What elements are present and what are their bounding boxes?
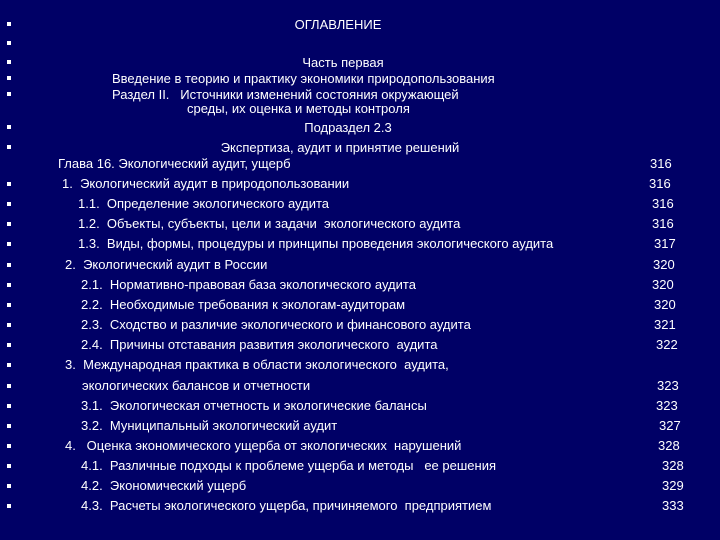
- toc-entry-page: 323: [657, 377, 679, 393]
- toc-entry-page: 320: [652, 276, 674, 292]
- toc-entry-text: 4.1. Различные подходы к проблеме ущерба и методы ее решения: [81, 458, 496, 474]
- toc-entry-page: 328: [662, 458, 684, 474]
- bullet-icon: [7, 384, 11, 388]
- toc-entry-page: 329: [662, 478, 684, 494]
- chapter-page: 316: [650, 156, 672, 171]
- toc-entry-page: 320: [653, 256, 675, 272]
- toc-entry-page: 320: [654, 296, 676, 312]
- toc-entry-text: 2.1. Нормативно-правовая база экологического аудита: [81, 276, 416, 292]
- bullet-icon: [7, 303, 11, 307]
- bullet-icon: [7, 484, 11, 488]
- toc-entry-text: 2. Экологический аудит в России: [65, 256, 268, 272]
- toc-entry-page: 316: [652, 216, 674, 232]
- bullet-icon: [7, 182, 11, 186]
- section-heading-cont: среды, их оценка и методы контроля: [187, 101, 410, 116]
- bullet-icon: [7, 444, 11, 448]
- part-heading: Часть первая: [302, 55, 384, 70]
- toc-entry-text: 4.2. Экономический ущерб: [81, 478, 247, 494]
- subsection-heading: Подраздел 2.3: [304, 120, 392, 135]
- chapter-title: Глава 16. Экологический аудит, ущерб: [58, 156, 291, 171]
- bullet-icon: [7, 263, 11, 267]
- bullet-icon: [7, 424, 11, 428]
- toc-entry-page: 323: [656, 397, 678, 413]
- toc-entry-page: 328: [658, 437, 680, 453]
- toc-entry-page: 317: [654, 236, 676, 252]
- bullet-icon: [7, 404, 11, 408]
- bullet-icon: [7, 76, 11, 80]
- toc-entry-page: 316: [652, 196, 674, 212]
- toc-entry-text: 1.1. Определение экологического аудита: [78, 196, 329, 212]
- bullet-icon: [7, 145, 11, 149]
- subsection-title: Экспертиза, аудит и принятие решений: [220, 140, 460, 155]
- bullet-icon: [7, 343, 11, 347]
- toc-entry-text: 3. Международная практика в области экологического аудита,: [65, 357, 449, 373]
- toc-entry-text: 4. Оценка экономического ущерба от экологических нарушений: [65, 437, 462, 453]
- toc-entry-text: экологических балансов и отчетности: [82, 377, 311, 393]
- toc-entry-text: 4.3. Расчеты экологического ущерба, причиняемого предприятием: [81, 498, 492, 514]
- bullet-icon: [7, 60, 11, 64]
- toc-entry-text: 3.1. Экологическая отчетность и экологические балансы: [81, 397, 427, 413]
- bullet-icon: [7, 22, 11, 26]
- section-heading: Раздел II. Источники изменений состояния окружающей: [112, 87, 459, 102]
- bullet-icon: [7, 242, 11, 246]
- intro-heading: Введение в теорию и практику экономики природопользования: [112, 71, 495, 86]
- bullet-icon: [7, 125, 11, 129]
- toc-entry-page: 322: [656, 337, 678, 353]
- toc-title: ОГЛАВЛЕНИЕ: [294, 17, 382, 32]
- bullet-icon: [7, 323, 11, 327]
- toc-entry-page: 321: [654, 317, 676, 333]
- bullet-icon: [7, 92, 11, 96]
- bullet-icon: [7, 202, 11, 206]
- bullet-icon: [7, 41, 11, 45]
- toc-entry-text: 2.2. Необходимые требования к экологам-аудиторам: [81, 296, 406, 312]
- toc-entry-page: 327: [659, 417, 681, 433]
- toc-entry-text: 1.2. Объекты, субъекты, цели и задачи экологического аудита: [78, 216, 461, 232]
- bullet-icon: [7, 363, 11, 367]
- toc-entry-page: 333: [662, 498, 684, 514]
- bullet-icon: [7, 222, 11, 226]
- toc-entry-text: 1.3. Виды, формы, процедуры и принципы проведения экологического аудита: [78, 236, 554, 252]
- toc-entry-text: 1. Экологический аудит в природопользовании: [62, 176, 350, 191]
- bullet-icon: [7, 504, 11, 508]
- toc-entry-text: 2.4. Причины отставания развития экологического аудита: [81, 337, 438, 353]
- toc-entry-page: 316: [649, 176, 671, 191]
- bullet-icon: [7, 464, 11, 468]
- toc-entry-text: 2.3. Сходство и различие экологического и финансового аудита: [81, 317, 471, 333]
- bullet-icon: [7, 283, 11, 287]
- toc-entry-text: 3.2. Муниципальный экологический аудит: [81, 417, 338, 433]
